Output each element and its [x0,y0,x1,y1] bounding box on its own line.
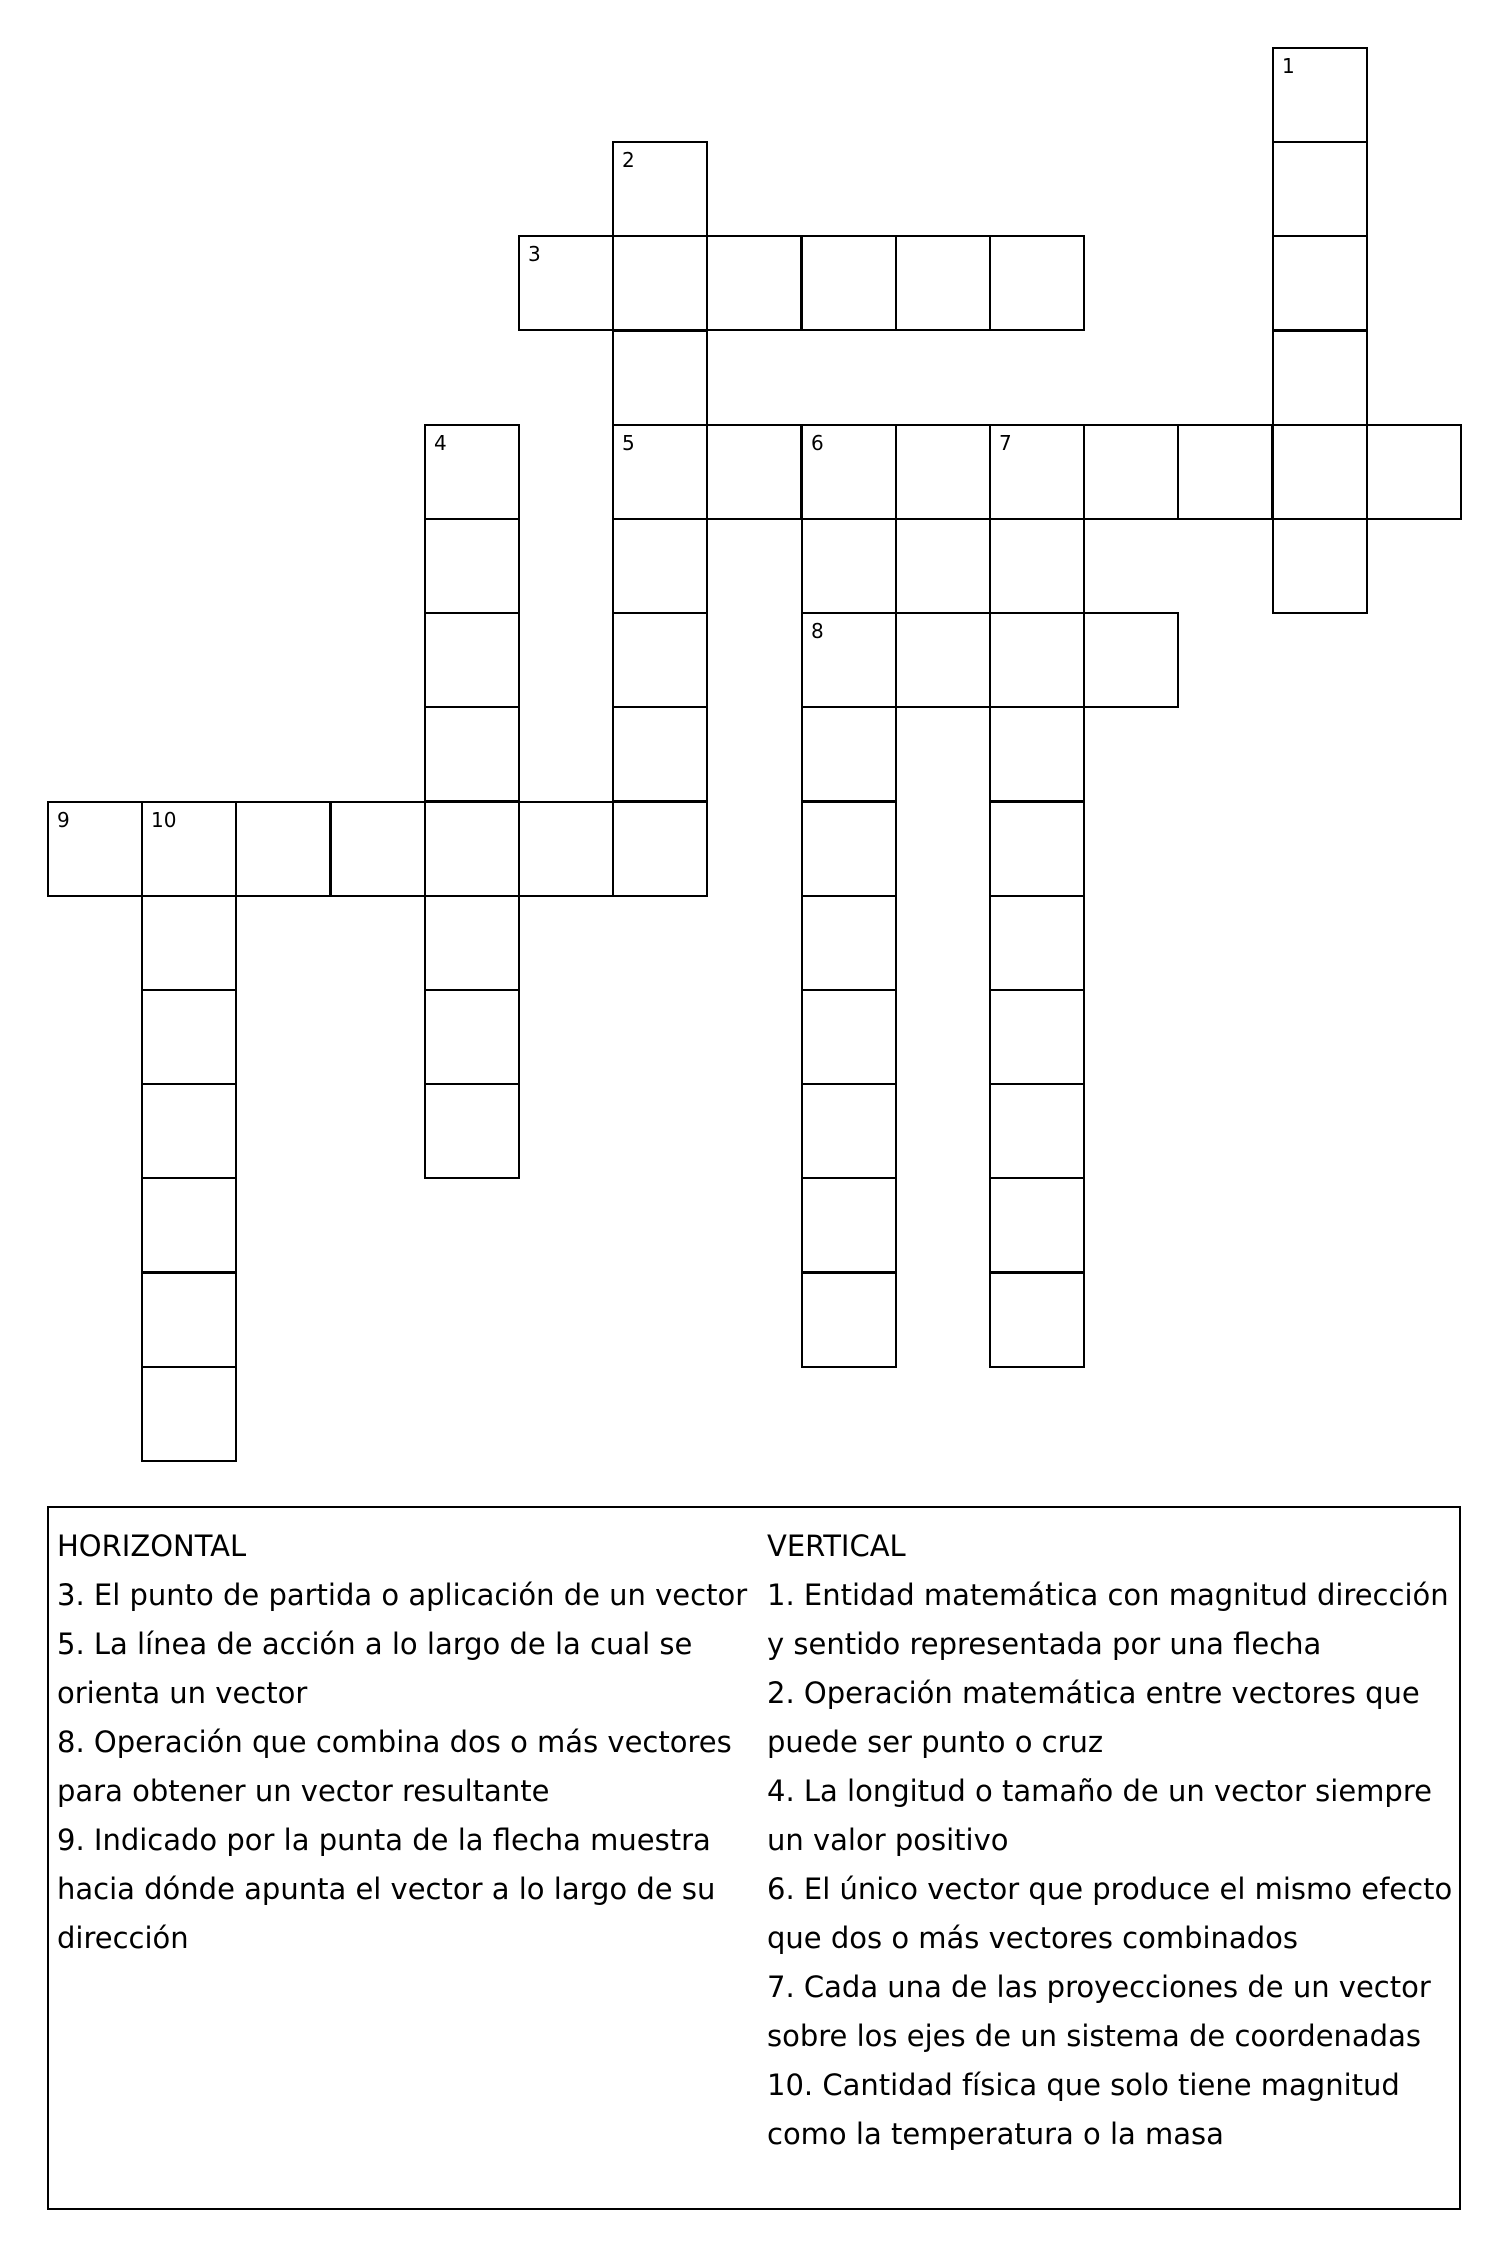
grid-cell[interactable] [1272,330,1368,426]
grid-cell[interactable] [612,141,708,237]
grid-cell[interactable] [330,801,426,897]
grid-cell[interactable] [989,424,1085,520]
grid-cell[interactable] [895,424,991,520]
cell-number: 1 [1282,54,1295,78]
grid-cell[interactable] [141,1083,237,1179]
grid-cell[interactable] [424,706,520,802]
grid-cell[interactable] [1366,424,1462,520]
grid-cell[interactable] [612,424,708,520]
horizontal-heading: HORIZONTAL [57,1529,247,1563]
grid-cell[interactable] [801,518,897,614]
grid-cell[interactable] [989,706,1085,802]
grid-cell[interactable] [424,518,520,614]
cell-number: 5 [622,431,635,455]
grid-cell[interactable] [612,235,708,331]
clue-down-2: 2. Operación matemática entre vectores que puede ser punto o cruz [767,1676,1420,1759]
grid-cell[interactable] [1272,141,1368,237]
clues-box [47,1506,1461,2210]
grid-cell[interactable] [801,1083,897,1179]
grid-cell[interactable] [1272,235,1368,331]
grid-cell[interactable] [424,801,520,897]
cell-number: 3 [528,242,541,266]
cell-number: 10 [151,808,177,832]
grid-cell[interactable] [801,235,897,331]
grid-cell[interactable] [989,989,1085,1085]
grid-cell[interactable] [612,612,708,708]
grid-cell[interactable] [612,801,708,897]
grid-cell[interactable] [1272,518,1368,614]
grid-cell[interactable] [141,1177,237,1273]
cell-number: 6 [811,431,824,455]
grid-cell[interactable] [141,895,237,991]
grid-cell[interactable] [1083,424,1179,520]
grid-cell[interactable] [801,424,897,520]
grid-cell[interactable] [989,518,1085,614]
horizontal-clues [57,1522,752,1963]
grid-cell[interactable] [801,1177,897,1273]
grid-cell[interactable] [235,801,331,897]
clue-across-5: 5. La línea de acción a lo largo de la cual se orienta un vector [57,1627,693,1710]
grid-cell[interactable] [801,1272,897,1368]
grid-cell[interactable] [801,989,897,1085]
clue-down-6: 6. El único vector que produce el mismo efecto que dos o más vectores combinados [767,1872,1453,1955]
grid-cell[interactable] [141,989,237,1085]
vertical-clues [767,1522,1457,2159]
cell-number: 9 [57,808,70,832]
vertical-heading: VERTICAL [767,1529,906,1563]
grid-cell[interactable] [1083,612,1179,708]
grid-cell[interactable] [801,706,897,802]
grid-cell[interactable] [424,895,520,991]
grid-cell[interactable] [895,235,991,331]
grid-cell[interactable] [518,801,614,897]
grid-cell[interactable] [989,1083,1085,1179]
grid-cell[interactable] [1272,424,1368,520]
grid-cell[interactable] [47,801,143,897]
clue-across-3: 3. El punto de partida o aplicación de un vector [57,1578,748,1612]
clue-down-4: 4. La longitud o tamaño de un vector siempre un valor positivo [767,1774,1432,1857]
grid-cell[interactable] [706,235,802,331]
grid-cell[interactable] [141,1366,237,1462]
grid-cell[interactable] [801,801,897,897]
grid-cell[interactable] [518,235,614,331]
grid-cell[interactable] [612,518,708,614]
grid-cell[interactable] [895,612,991,708]
grid-cell[interactable] [801,612,897,708]
cell-number: 4 [434,431,447,455]
cell-number: 2 [622,148,635,172]
grid-cell[interactable] [989,1272,1085,1368]
clue-down-10: 10. Cantidad física que solo tiene magnitud como la temperatura o la masa [767,2068,1400,2151]
grid-cell[interactable] [989,612,1085,708]
grid-cell[interactable] [424,1083,520,1179]
grid-cell[interactable] [989,895,1085,991]
clue-across-9: 9. Indicado por la punta de la flecha muestra hacia dónde apunta el vector a lo largo de su dirección [57,1823,716,1955]
clue-down-7: 7. Cada una de las proyecciones de un vector sobre los ejes de un sistema de coordenadas [767,1970,1431,2053]
grid-cell[interactable] [424,989,520,1085]
grid-cell[interactable] [1177,424,1273,520]
grid-cell[interactable] [1272,47,1368,143]
grid-cell[interactable] [801,895,897,991]
grid-cell[interactable] [424,424,520,520]
clue-down-1: 1. Entidad matemática con magnitud dirección y sentido representada por una flecha [767,1578,1449,1661]
grid-cell[interactable] [706,424,802,520]
cell-number: 7 [999,431,1012,455]
cell-number: 8 [811,619,824,643]
grid-cell[interactable] [612,330,708,426]
grid-cell[interactable] [141,801,237,897]
grid-cell[interactable] [612,706,708,802]
grid-cell[interactable] [989,801,1085,897]
grid-cell[interactable] [141,1272,237,1368]
grid-cell[interactable] [989,1177,1085,1273]
grid-cell[interactable] [424,612,520,708]
clue-across-8: 8. Operación que combina dos o más vectores para obtener un vector resultante [57,1725,732,1808]
grid-cell[interactable] [989,235,1085,331]
